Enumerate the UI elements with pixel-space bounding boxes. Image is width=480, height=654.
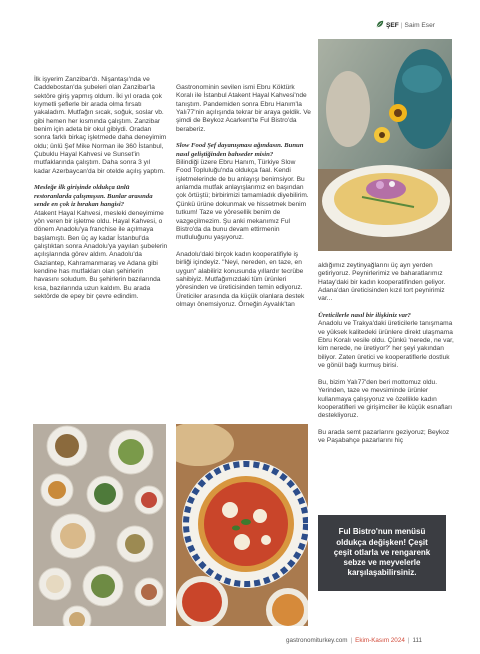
dish-photo-illustration — [318, 39, 452, 251]
leaf-icon — [376, 20, 384, 28]
footer-issue: Ekim-Kasım 2024 — [355, 637, 405, 644]
pull-quote-text: Ful Bistro'nun menüsü oldukça değişken! Çeşit çeşit otlarla ve rengarenk sebze ve meyvelerle karşılaşabilirsiniz. — [333, 527, 431, 578]
footer-separator: | — [350, 637, 353, 644]
interview-question: Slow Food Şef dayanışması ağındasın. Bunun nasıl geliştiğinden bahseder misin? — [176, 142, 304, 158]
page-header — [376, 20, 435, 29]
paragraph: Atakent Hayal Kahvesi, mesleki deneyimime yön veren bir işletme oldu. Hayal Kahvesi, o dönem Anadolu'ya franchise ile açılmaya başlamıştı. Ben üç ay kadar İstanbul'da çalıştıktan sonra Anadolu'ya yayılan şubelerin açılışlarında görev aldım. Anadolu'da Gaziantep, Kahramanmaraş ve Adana gibi kendine has mutfakları olan şehirlerin havasını soludum. Bu şehirlerin bazılarında kısa, bazılarında uzun kaldım. Bu arada sektörde de epey bir çevre edindim. — [34, 209, 168, 300]
paragraph: İlk işyerim Zanzibar'dı. Nişantaşı'nda ve Caddebostan'da şubeleri olan Zanzibar'la sektöre giriş yapmış oldum. İki yıl orada çok kıymetli şeflerle bir arada olma fırsatı yakaladım. Mutfağın sıcak, soğuk, soslar vb. gibi hemen her kısmında çalıştım. Zanzibar benim için adeta bir okul gibiydi. Oradan sonra farklı birkaç işletmede daha deneyimim oldu; ünlü Şef Mike Norman ile 360 İstanbul, Çubuklu Hayal Kahvesi ve Sunset'in mutfaklarında çalıştım. Daha sonra 3 yıl kadar Azerbaycan'da bir otelde açılış yaptım. — [34, 76, 167, 175]
footer-website: gastronomiturkey.com — [286, 637, 348, 644]
header-separator: | — [400, 22, 403, 29]
paragraph: Bilindiği üzere Ebru Hanım, Türkiye Slow Food Topluluğu'nda oldukça faal. Kendi işletmelerinde de bu anlayışı benimsiyor. Bu anlamda mutfak anlayışlarımız en başından çok örtüştü; birbirimizi tamamladık diyebilirim. Çünkü ürüne dokunmak ve hissetmek benim tutkum! Taze ve yöresellik benim de vazgeçilmezim. Şu anki mekanımız Ful Bistro'da da bunu devam ettirmenin mutluluğunu yaşıyoruz. — [176, 159, 309, 242]
interview-question: Mesleğe ilk girişinde oldukça ünlü restoranlarda çalışmışsın. Bunlar arasında sende en çok iz bırakan hangisi? — [34, 184, 153, 209]
interview-question: Üreticilerle nasıl bir ilişkiniz var? — [318, 312, 411, 320]
column-2-text — [176, 84, 312, 309]
page-number: 111 — [412, 637, 423, 644]
column-3-text — [318, 262, 454, 446]
paragraph: Bu arada semt pazarlarını geziyoruz; Beykoz ve Paşabahçe pazarlarını hiç — [318, 428, 450, 445]
footer-separator: | — [407, 637, 410, 644]
paragraph: Anadolu'daki birçok kadın kooperatifiyle iş birliği içindeyiz. "Neyi, nereden, en taze, en uygun" alabiliriz konusunda yıllardır tecrübe sahibiyiz. Mutfağımızdaki tüm ürünleri yöresinden ve üreticisinden temin ediyoruz. Üreticiler arasında da küçük olanlara destek olmayı önemsiyoruz. Örneğin Ayvalık'tan — [176, 250, 305, 308]
section-label: ŞEF — [386, 22, 399, 29]
paragraph: Anadolu ve Trakya'daki üreticilerle tanışmama ve yüksek kalitedeki ürünlere direkt ulaşmama Ebru Koralı vesile oldu. Çünkü 'nerede, ne var, kim nerede, ne üretiyor?' her şeyi yakından biliyor. Zaten üretici ve kooperatiflerle dostluk ve gönül bağı kurmuş birisi. — [318, 320, 454, 370]
pull-quote-box — [318, 515, 446, 591]
column-1-text — [34, 76, 168, 301]
page-footer — [286, 637, 422, 644]
paragraph: Bu, bizim Yalı77'den beri mottomuz oldu. Yerinden, taze ve mevsiminde ürünler kullanmaya çalışıyoruz ve özellikle kadın kooperatifleri ve girişimciler ile küçük esnafları destekliyoruz. — [318, 378, 453, 420]
dish-photo — [318, 39, 452, 251]
author-name: Saim Eser — [404, 22, 435, 29]
pizza-photo-illustration — [176, 424, 308, 626]
pizza-photo — [176, 424, 308, 626]
mezes-photo — [33, 424, 166, 626]
mezes-photo-illustration — [33, 424, 166, 626]
paragraph: aldığımız zeytinyağlarını üç ayrı yerden getiriyoruz. Peynirlerimiz ve baharatlarımız Hatay'daki bir kadın kooperatifinden geliyor. Adana'dan üreticisinden kızıl tort peynirimiz var... — [318, 262, 446, 303]
paragraph: Gastronominin sevilen ismi Ebru Köktürk Koralı ile İstanbul Atakent Hayal Kahvesi'nde tanıştım. Pandemiden sonra Ebru Hanım'la Yalı77'nin açılışında tekrar bir araya geldik. Ve şimdi de Beykoz Acarkent'te Ful Bistro'da beraberiz. — [176, 84, 311, 133]
